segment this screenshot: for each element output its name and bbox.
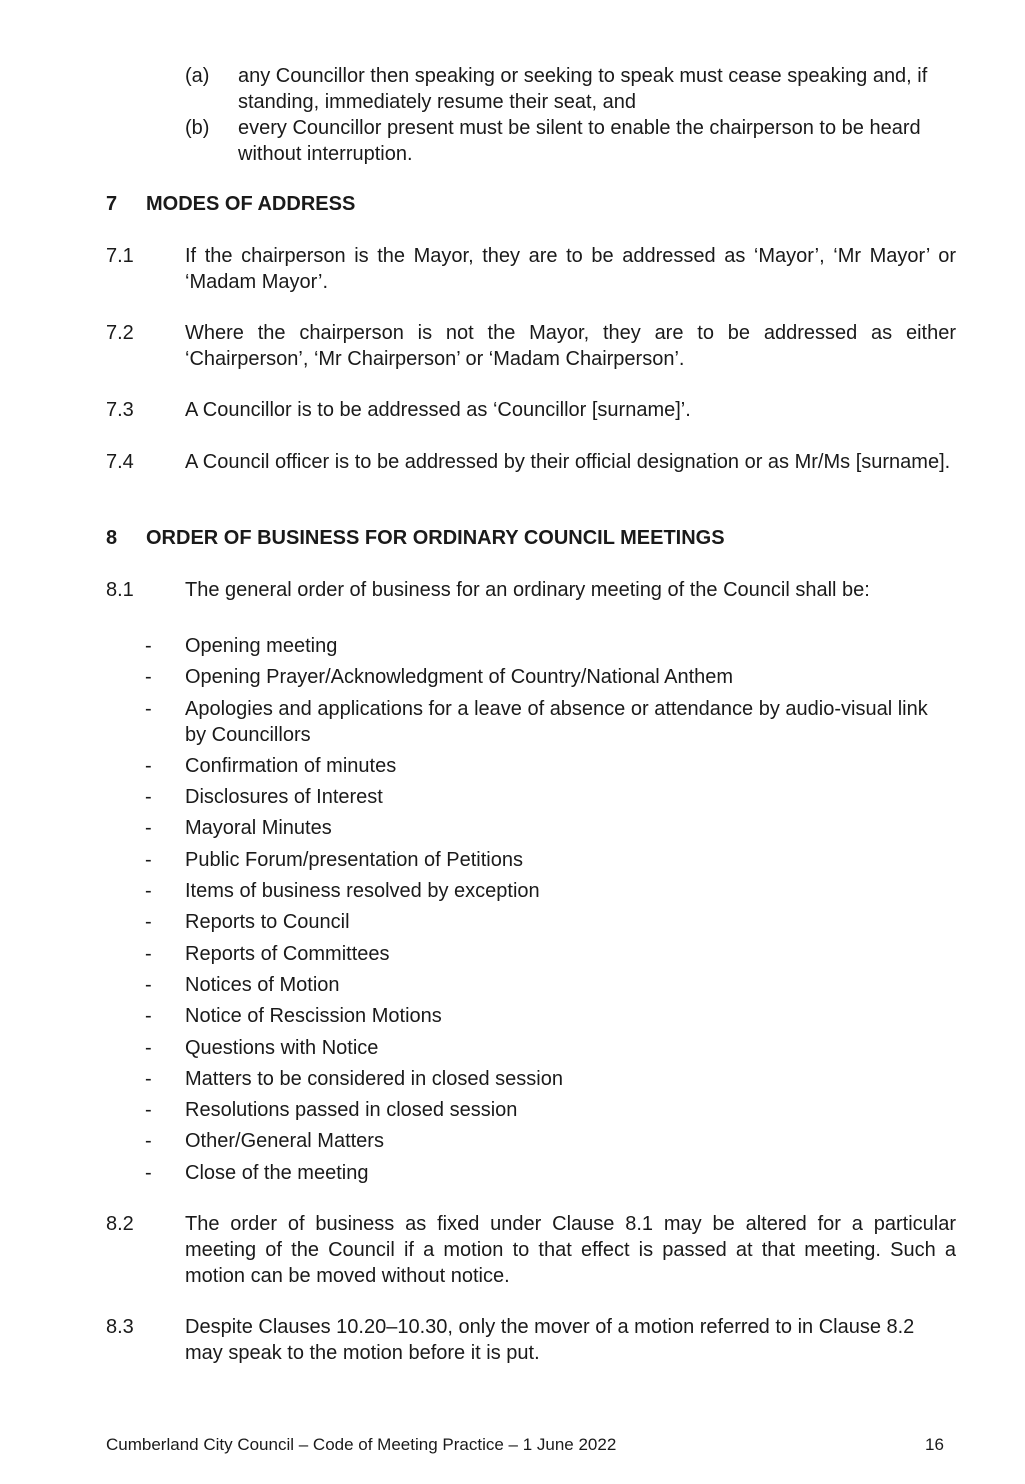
order-of-business-list [145, 633, 945, 1191]
clause-number: 8.2 [106, 1213, 134, 1235]
clause-text: A Councillor is to be addressed as ‘Councillor [surname]’. [185, 399, 691, 421]
order-item-text: Public Forum/presentation of Petitions [185, 848, 523, 871]
clause-7-3 [106, 397, 956, 423]
clause-8-3 [106, 1314, 956, 1366]
clause-number: 8.1 [106, 579, 134, 601]
order-item [145, 1097, 945, 1123]
order-item-text: Questions with Notice [185, 1036, 379, 1059]
bullet-dash: - [145, 1067, 152, 1090]
clause-number: 7.4 [106, 451, 134, 473]
order-item-text: Notices of Motion [185, 973, 340, 996]
order-item [145, 1035, 945, 1061]
section-title: ORDER OF BUSINESS FOR ORDINARY COUNCIL MEETINGS [146, 527, 725, 549]
clause-7-1 [106, 243, 956, 295]
bullet-dash: - [145, 1005, 152, 1028]
clause-text: Where the chairperson is not the Mayor, they are to be addressed as either ‘Chairperson’, ‘Mr Chairperson’ or ‘Madam Chairperson’. [185, 322, 956, 370]
bullet-dash: - [145, 697, 152, 720]
order-item-text: Items of business resolved by exception [185, 880, 540, 903]
order-item [145, 633, 945, 659]
clause-text: The order of business as fixed under Clause 8.1 may be altered for a particular meeting of the Council if a motion to that effect is passed at that meeting. Such a motion can be moved without notice. [185, 1213, 956, 1287]
order-item [145, 753, 945, 779]
order-item [145, 1003, 945, 1029]
sub-item-b [185, 115, 955, 167]
order-item [145, 1160, 945, 1186]
order-item [145, 941, 945, 967]
section-number: 7 [106, 193, 118, 215]
bullet-dash: - [145, 880, 152, 903]
bullet-dash: - [145, 942, 152, 965]
clause-number: 7.2 [106, 322, 134, 344]
bullet-dash: - [145, 1036, 152, 1059]
order-item-text: Reports to Council [185, 911, 350, 934]
clause-number: 8.3 [106, 1316, 134, 1338]
order-item [145, 696, 945, 748]
clause-8-2 [106, 1211, 956, 1289]
order-item-text: Resolutions passed in closed session [185, 1099, 518, 1122]
section-title: MODES OF ADDRESS [146, 193, 356, 215]
order-item [145, 972, 945, 998]
bullet-dash: - [145, 1161, 152, 1184]
order-item-text: Confirmation of minutes [185, 754, 397, 777]
clause-7-2 [106, 320, 956, 372]
sub-item-text: any Councillor then speaking or seeking to speak must cease speaking and, if standing, immediately resume their seat, and [238, 65, 928, 113]
order-item [145, 664, 945, 690]
clause-text: If the chairperson is the Mayor, they are to be addressed as ‘Mayor’, ‘Mr Mayor’ or ‘Madam Mayor’. [185, 245, 956, 293]
sub-item-label: (b) [185, 117, 210, 139]
clause-number: 7.1 [106, 245, 134, 267]
bullet-dash: - [145, 911, 152, 934]
order-item [145, 847, 945, 873]
footer-title: Cumberland City Council – Code of Meeting Practice – 1 June 2022 [106, 1435, 617, 1454]
bullet-dash: - [145, 635, 152, 657]
order-item-text: Mayoral Minutes [185, 817, 332, 840]
order-item-text: Notice of Rescission Motions [185, 1005, 442, 1028]
sub-item-a [185, 63, 955, 115]
order-item [145, 1128, 945, 1154]
bullet-dash: - [145, 754, 152, 777]
bullet-dash: - [145, 786, 152, 809]
order-item [145, 815, 945, 841]
bullet-dash: - [145, 666, 152, 689]
clause-text: The general order of business for an ordinary meeting of the Council shall be: [185, 579, 870, 601]
bullet-dash: - [145, 1099, 152, 1122]
page-number: 16 [925, 1435, 944, 1454]
bullet-dash: - [145, 1130, 152, 1153]
sub-item-label: (a) [185, 65, 210, 87]
section-number: 8 [106, 527, 118, 549]
section-7-heading [106, 191, 355, 217]
order-item [145, 784, 945, 810]
order-item-text: Other/General Matters [185, 1130, 384, 1153]
bullet-dash: - [145, 817, 152, 840]
section-8-heading [106, 525, 725, 551]
clause-number: 7.3 [106, 399, 134, 421]
clause-8-1 [106, 577, 956, 603]
order-item-text: Close of the meeting [185, 1161, 369, 1184]
order-item [145, 1066, 945, 1092]
order-item [145, 909, 945, 935]
bullet-dash: - [145, 973, 152, 996]
sub-item-text: every Councillor present must be silent to enable the chairperson to be heard without interruption. [238, 117, 921, 165]
order-item-text: Disclosures of Interest [185, 786, 383, 809]
order-item-text: Opening Prayer/Acknowledgment of Country/National Anthem [185, 666, 734, 689]
bullet-dash: - [145, 848, 152, 871]
clause-7-4 [106, 449, 956, 475]
order-item [145, 878, 945, 904]
order-item-text: Apologies and applications for a leave of absence or attendance by audio-visual link by Councillors [185, 697, 928, 746]
order-item-text: Reports of Committees [185, 942, 390, 965]
order-item-text: Opening meeting [185, 635, 338, 657]
clause-text: Despite Clauses 10.20–10.30, only the mover of a motion referred to in Clause 8.2 may speak to the motion before it is put. [185, 1316, 915, 1364]
clause-text: A Council officer is to be addressed by their official designation or as Mr/Ms [surname]. [185, 451, 951, 473]
order-item-text: Matters to be considered in closed session [185, 1067, 563, 1090]
